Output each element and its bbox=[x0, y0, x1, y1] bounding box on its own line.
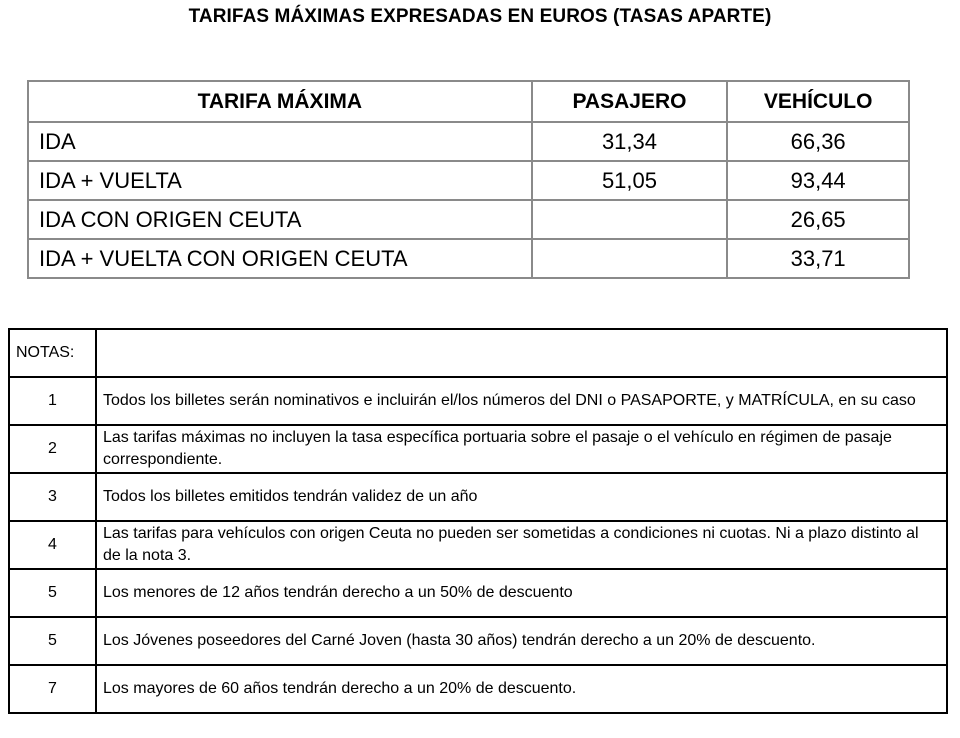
tariff-vehiculo: 93,44 bbox=[727, 161, 909, 200]
tariff-label: IDA CON ORIGEN CEUTA bbox=[28, 200, 532, 239]
note-row bbox=[9, 521, 947, 569]
header-pasajero: PASAJERO bbox=[532, 81, 728, 122]
header-tarifa-maxima: TARIFA MÁXIMA bbox=[28, 81, 532, 122]
note-number: 7 bbox=[9, 665, 96, 713]
note-row bbox=[9, 665, 947, 713]
tariff-pasajero: 31,34 bbox=[532, 122, 728, 161]
tariff-header-row bbox=[28, 81, 909, 122]
note-row bbox=[9, 617, 947, 665]
document-title: TARIFAS MÁXIMAS EXPRESADAS EN EUROS (TASAS APARTE) bbox=[188, 6, 772, 27]
tariff-label: IDA + VUELTA bbox=[28, 161, 532, 200]
tariff-row bbox=[28, 200, 909, 239]
note-number: 1 bbox=[9, 377, 96, 425]
tariff-row bbox=[28, 122, 909, 161]
note-text: Todos los billetes emitidos tendrán validez de un año bbox=[96, 473, 947, 521]
tariff-pasajero bbox=[532, 200, 728, 239]
note-number: 5 bbox=[9, 569, 96, 617]
tariff-vehiculo: 66,36 bbox=[727, 122, 909, 161]
note-row bbox=[9, 425, 947, 473]
note-row bbox=[9, 569, 947, 617]
tariff-row bbox=[28, 161, 909, 200]
tariff-vehiculo: 33,71 bbox=[727, 239, 909, 278]
tariff-table bbox=[27, 80, 910, 279]
tariff-pasajero: 51,05 bbox=[532, 161, 728, 200]
tariff-label: IDA bbox=[28, 122, 532, 161]
tariff-row bbox=[28, 239, 909, 278]
notes-header-row bbox=[9, 329, 947, 377]
tariff-label: IDA + VUELTA CON ORIGEN CEUTA bbox=[28, 239, 532, 278]
header-vehiculo: VEHÍCULO bbox=[727, 81, 909, 122]
notes-table bbox=[8, 328, 948, 714]
tariff-pasajero bbox=[532, 239, 728, 278]
notes-header-empty bbox=[96, 329, 947, 377]
note-row bbox=[9, 377, 947, 425]
note-number: 3 bbox=[9, 473, 96, 521]
note-text: Las tarifas para vehículos con origen Ceuta no pueden ser sometidas a condiciones ni cuotas. Ni a plazo distinto al de la nota 3. bbox=[96, 521, 947, 569]
note-row bbox=[9, 473, 947, 521]
note-text: Los menores de 12 años tendrán derecho a un 50% de descuento bbox=[96, 569, 947, 617]
note-number: 2 bbox=[9, 425, 96, 473]
tariff-vehiculo: 26,65 bbox=[727, 200, 909, 239]
note-text: Las tarifas máximas no incluyen la tasa específica portuaria sobre el pasaje o el vehículo en régimen de pasaje correspondiente. bbox=[96, 425, 947, 473]
note-text: Los Jóvenes poseedores del Carné Joven (hasta 30 años) tendrán derecho a un 20% de descuento. bbox=[96, 617, 947, 665]
notes-header: NOTAS: bbox=[9, 329, 96, 377]
note-text: Todos los billetes serán nominativos e incluirán el/los números del DNI o PASAPORTE, y MATRÍCULA, en su caso bbox=[96, 377, 947, 425]
note-text: Los mayores de 60 años tendrán derecho a un 20% de descuento. bbox=[96, 665, 947, 713]
note-number: 5 bbox=[9, 617, 96, 665]
note-number: 4 bbox=[9, 521, 96, 569]
